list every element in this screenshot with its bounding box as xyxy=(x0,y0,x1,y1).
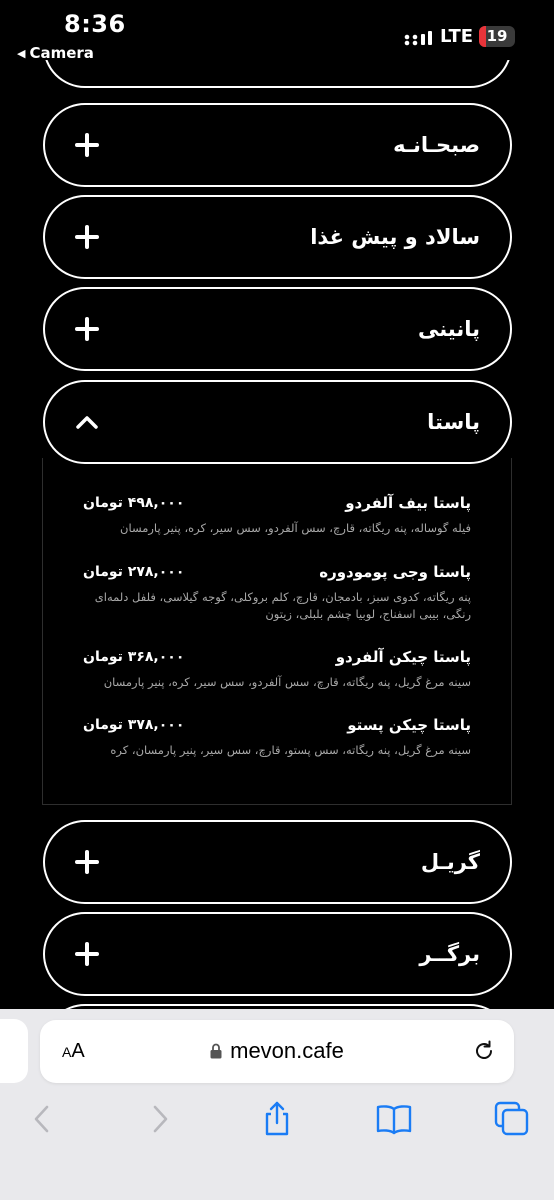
back-icon[interactable] xyxy=(22,1099,62,1139)
category-label: سالاد و پیش غذا xyxy=(310,225,480,249)
plus-icon xyxy=(75,942,99,966)
item-name: پاستا چیکن پستو xyxy=(347,716,471,734)
lock-icon xyxy=(210,1043,222,1059)
category-label: صبحـانـه xyxy=(393,133,480,157)
plus-icon xyxy=(75,225,99,249)
reload-icon[interactable] xyxy=(472,1039,496,1063)
address-bar[interactable] xyxy=(40,1020,514,1083)
item-price: ۳۷۸,۰۰۰ تومان xyxy=(83,717,185,733)
category-label: پانینی xyxy=(417,317,480,341)
category-breakfast[interactable] xyxy=(43,103,512,187)
status-bar xyxy=(0,0,554,70)
cellular-signal-icon xyxy=(404,30,434,46)
category-salad[interactable] xyxy=(43,195,512,279)
menu-item[interactable] xyxy=(83,648,471,691)
category-label: گریـل xyxy=(420,850,480,874)
item-price: ۴۹۸,۰۰۰ تومان xyxy=(83,495,185,511)
item-name: پاستا چیکن آلفردو xyxy=(335,648,471,666)
category-label: برگــر xyxy=(419,942,480,966)
category-grill[interactable] xyxy=(43,820,512,904)
network-type: LTE xyxy=(440,26,474,47)
item-name: پاستا بیف آلفردو xyxy=(345,494,471,512)
forward-icon[interactable] xyxy=(140,1099,180,1139)
battery-icon xyxy=(479,26,515,47)
category-burger[interactable] xyxy=(43,912,512,996)
browser-bar xyxy=(0,1009,554,1200)
item-price: ۲۷۸,۰۰۰ تومان xyxy=(83,564,185,580)
plus-icon xyxy=(75,133,99,157)
item-price: ۳۶۸,۰۰۰ تومان xyxy=(83,649,185,665)
menu-item[interactable] xyxy=(83,494,471,537)
item-description: سینه مرغ گریل، پنه ریگاته، قارچ، سس آلفردو، سس سیر، کره، پنیر پارمسان xyxy=(103,675,471,689)
item-name: پاستا وجی پومودوره xyxy=(319,563,471,581)
plus-icon xyxy=(75,850,99,874)
pasta-panel xyxy=(42,458,512,805)
item-description: پنه ریگاته، کدوی سبز، بادمجان، قارچ، کلم بروکلی، گوجه گیلاسی، فلفل دلمه‌ای رنگی، بیبی اسفناج، لوبیا چشم بلبلی، زیتون xyxy=(94,590,471,621)
previous-tab-preview[interactable] xyxy=(0,1019,28,1083)
category-label: پاستا xyxy=(427,410,480,434)
bookmarks-icon[interactable] xyxy=(374,1099,414,1139)
chevron-up-icon xyxy=(75,410,99,434)
item-description: فیله گوساله، پنه ریگاته، قارچ، سس آلفردو، سس سیر، کره، پنیر پارمسان xyxy=(120,521,471,535)
browser-toolbar xyxy=(0,1099,554,1159)
battery-percent: 19 xyxy=(486,27,508,45)
url-text: mevon.cafe xyxy=(230,1038,344,1063)
menu-item[interactable] xyxy=(83,716,471,759)
text-size-button[interactable]: AA xyxy=(62,1040,85,1062)
plus-icon xyxy=(75,317,99,341)
share-icon[interactable] xyxy=(257,1099,297,1139)
category-panini[interactable] xyxy=(43,287,512,371)
back-to-camera-button[interactable] xyxy=(17,44,94,62)
status-time: 8:36 xyxy=(64,10,126,38)
category-pasta[interactable] xyxy=(43,380,512,464)
back-camera-label: Camera xyxy=(29,44,94,62)
menu-item[interactable] xyxy=(83,563,471,623)
back-triangle-icon: ◀ xyxy=(17,46,26,60)
item-description: سینه مرغ گریل، پنه ریگاته، سس پستو، قارچ، سس سیر، پنیر پارمسان، کره xyxy=(110,743,471,757)
tabs-icon[interactable] xyxy=(492,1099,532,1139)
